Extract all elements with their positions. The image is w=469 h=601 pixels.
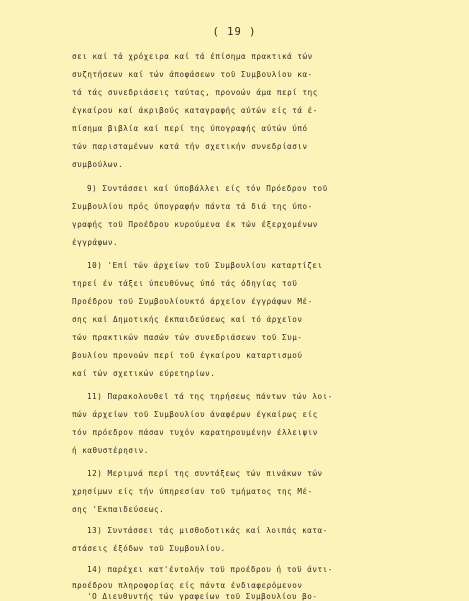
text-line: βουλίου προνοών περί τοϋ έγκαίρου καταρτισμού [72, 351, 303, 360]
text-line: γραφής τοϋ Προέδρου κυρούμενα έκ τών έξερχομένων [72, 220, 318, 229]
text-line: τά τάς συνεδριάσεις ταύτας, προνοών άμα περί της [72, 88, 318, 97]
text-line: 10) 'Επί τών άρχείων τοϋ Συμβουλίου καταρτίζει [87, 261, 323, 270]
text-line: πίσημα βιβλία καί περί της ύπογραφής αύτών ύπό [72, 124, 308, 133]
text-line: Προέδρου τοϋ Συμβουλίουκτό άρχεϊον έγγράφων Μέ- [72, 297, 313, 306]
text-line: σης 'Εκπαιδεύσεως. [72, 505, 165, 514]
text-line: σει καί τά χρόχειρα καί τά έπίσημα πρακτικά τών [72, 52, 313, 61]
text-line: τών παρισταμένων κατά τήν σχετικήν συνεδρίασιν [72, 142, 308, 151]
text-line: ή καθυστέρησιν. [72, 446, 149, 455]
text-line: τηρεί έν τάξει ύπευθύνως ύπό τάς όδηγίας τοϋ [72, 279, 298, 288]
text-line: 'Ο Διευθυντής τών γραφείων τοϋ Συμβουλίου βο- [87, 592, 318, 601]
text-line: Συμβουλίου πρός ύπογραφήν πάντα τά διά της ύπο- [72, 202, 313, 211]
text-line: έγκαίρου καί άκριβούς καταγραφής αύτών είς τά έ- [72, 106, 318, 115]
text-line: στάσεις έξόδων τοϋ Συμβουλίου. [72, 544, 226, 553]
text-line: 13) Συντάσσει τάς μισθοδοτικάς καί λοιπάς κατα- [87, 526, 328, 535]
text-line: έγγράφων. [72, 238, 119, 247]
text-line: 12) Μεριμνά περί της συντάξεως τών πινάκων τών [87, 469, 323, 478]
text-line: τών πρακτικών πασών τών συνεδριάσεων τοϋ Συμ- [72, 333, 303, 342]
text-line: συζητήσεων καί τών άποφάσεων τοϋ Συμβουλίου κα- [72, 70, 313, 79]
text-line: χρησίμων είς τήν ύπηρεσίαν τοϋ τμήματος της Μέ- [72, 487, 313, 496]
text-line: σης καί Δημοτικής έκπαιδεύσεως καί τό άρχεϊον [72, 315, 303, 324]
text-line: καί τών σχετικών εύρετηρίων. [72, 369, 216, 378]
text-line: πών άρχείων τοϋ Συμβουλίου άναφέρων έγκαίρως είς [72, 410, 318, 419]
text-line: 14) παρέχει κατ'έντολήν τοϋ προέδρου ή τοϋ άντι- [87, 565, 333, 574]
text-line: συμβούλων. [72, 160, 124, 169]
text-line: 11) Παρακολουθεϊ τά της τηρήσεως πάντων τών λοι- [87, 392, 333, 401]
page-number: ( 19 ) [212, 26, 257, 38]
text-line: 9) Συντάσσει καί ύποβάλλει είς τόν Πρόεδρον τοϋ [87, 184, 328, 193]
text-line: τόν πρόεδρον πάσαν τυχόν καρατηρουμένην έλλειψιν [72, 428, 318, 437]
text-line: προέδρου πληροφορίας είς πάντα ένδιαφερόμενον [72, 581, 303, 590]
